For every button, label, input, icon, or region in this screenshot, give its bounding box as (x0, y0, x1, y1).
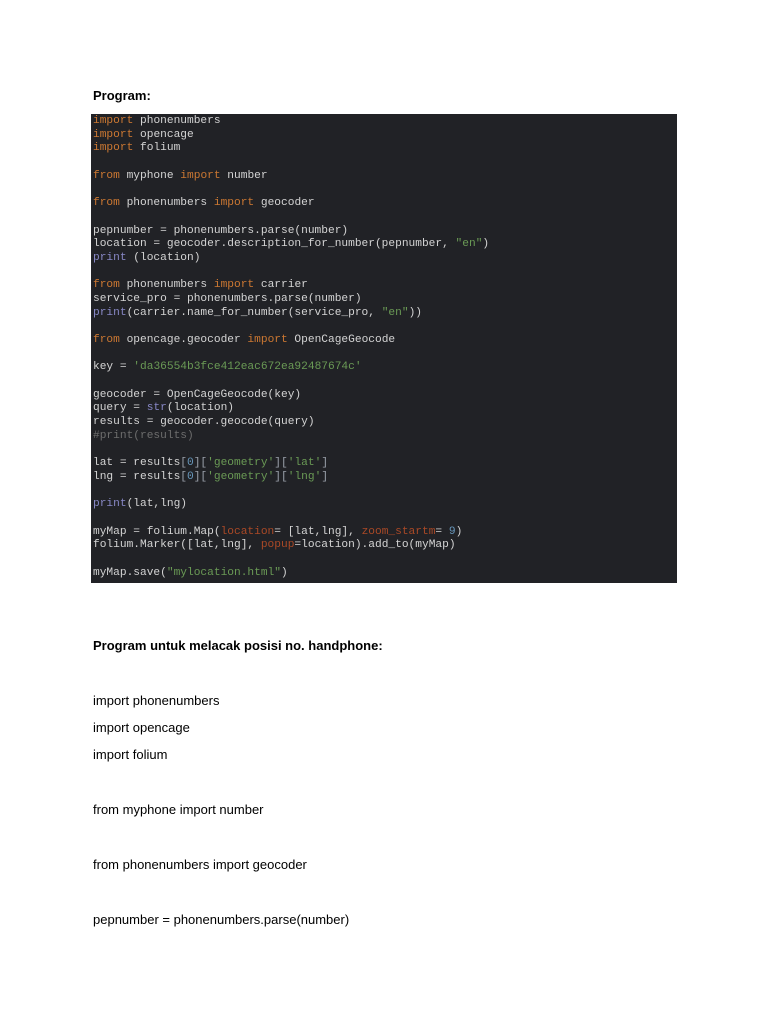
code-token-string: "en" (455, 238, 483, 251)
code-token-keyword: import (93, 128, 134, 141)
code-token-keyword: import (247, 334, 288, 346)
code-token-plain: carrier (254, 279, 308, 292)
code-token-plain: )) (408, 306, 422, 319)
code-token-plain: folium.Marker([lat,lng], (93, 539, 261, 552)
code-line (93, 457, 677, 471)
code-line (93, 539, 677, 553)
code-line (93, 416, 677, 430)
code-token-bracket: ][ (274, 457, 288, 470)
code-line (93, 485, 677, 499)
code-token-builtin: print (93, 251, 127, 264)
code-line (93, 430, 677, 444)
code-token-comment: #print(results) (93, 429, 194, 442)
code-token-bracket: [ (180, 470, 187, 483)
code-line (93, 402, 677, 416)
code-line (93, 389, 677, 403)
code-token-string: 'lat' (287, 457, 322, 470)
code-line (93, 498, 677, 512)
code-token-plain: number (220, 169, 268, 182)
code-token-plain: ) (482, 238, 490, 251)
code-token-string: "mylocation.html" (166, 566, 281, 579)
code-token-bracket: ] (321, 457, 329, 470)
code-token-bracket: ][ (193, 470, 208, 483)
code-line (93, 170, 677, 184)
code-line (93, 115, 677, 129)
code-token-plain: ) (281, 566, 288, 579)
code-line (93, 293, 677, 307)
plain-code-line: import phonenumbers (93, 693, 220, 708)
code-token-plain: myMap.save( (93, 566, 167, 579)
code-token-builtin: print (93, 498, 127, 511)
code-line (93, 471, 677, 485)
code-token-plain: (carrier.name_for_number(service_pro, (126, 306, 382, 319)
code-token-string: 'lng' (287, 470, 322, 483)
code-token-string: "en" (381, 306, 409, 319)
code-line (93, 375, 677, 389)
code-line (93, 361, 677, 375)
code-token-keyword: import (213, 197, 255, 210)
program-heading: Program: (93, 88, 151, 103)
code-token-plain: lat = results (93, 457, 181, 470)
code-line (93, 444, 677, 458)
code-line (93, 320, 677, 334)
plain-code-line: import folium (93, 747, 168, 762)
code-token-plain: folium (133, 142, 181, 155)
tracker-heading: Program untuk melacak posisi no. handphone: (93, 638, 383, 653)
code-token-plain: = (435, 525, 449, 538)
code-token-plain: geocoder = OpenCageGeocode(key) (93, 388, 302, 401)
code-token-param: location (220, 525, 275, 538)
code-token-keyword: from (93, 279, 120, 292)
code-token-number: 9 (448, 525, 456, 538)
code-line (93, 156, 677, 170)
code-line (93, 238, 677, 252)
code-token-plain: phonenumbers (119, 279, 214, 292)
code-token-plain: pepnumber = phonenumbers.parse(number) (93, 224, 349, 237)
code-token-keyword: import (180, 169, 221, 182)
code-line (93, 129, 677, 143)
code-line (93, 142, 677, 156)
code-line (93, 334, 677, 348)
code-token-param: popup (260, 539, 295, 552)
code-token-plain: opencage.geocoder (119, 334, 248, 346)
code-token-plain: phonenumbers (119, 197, 214, 210)
code-token-plain: location = geocoder.description_for_number(pepnumber, (93, 238, 456, 251)
code-token-plain: (location) (126, 251, 201, 264)
plain-code-line: import opencage (93, 720, 190, 735)
code-token-plain: =location).add_to(myMap) (294, 539, 456, 552)
code-token-bracket: [ (180, 457, 187, 470)
code-token-plain: OpenCageGeocode (287, 334, 396, 346)
code-line (93, 567, 677, 581)
code-token-bracket: ][ (193, 457, 208, 470)
code-token-plain: myMap = folium.Map( (93, 525, 221, 538)
code-token-plain: results = geocoder.geocode(query) (93, 416, 315, 429)
code-token-keyword: import (93, 142, 134, 155)
code-line (93, 225, 677, 239)
code-line (93, 526, 677, 540)
code-line (93, 183, 677, 197)
code-token-builtin: str (146, 402, 167, 415)
code-token-keyword: import (93, 115, 134, 127)
code-token-number: 0 (187, 470, 194, 483)
code-token-plain: ) (455, 525, 463, 538)
code-token-param: zoom_startm (361, 525, 436, 538)
code-line (93, 266, 677, 280)
code-line (93, 553, 677, 567)
code-token-keyword: from (93, 169, 120, 182)
code-token-plain: myphone (119, 169, 181, 182)
code-token-keyword: import (213, 279, 255, 292)
code-line (93, 348, 677, 362)
code-token-string: 'geometry' (207, 457, 275, 470)
code-token-string: 'da36554b3fce412eac672ea92487674c' (133, 361, 362, 374)
code-line (93, 279, 677, 293)
code-token-plain: = [lat,lng], (274, 525, 362, 538)
code-token-plain: geocoder (254, 197, 315, 210)
code-token-plain: opencage (133, 128, 194, 141)
code-token-plain: service_pro = phonenumbers.parse(number) (93, 292, 362, 305)
plain-code-line: from phonenumbers import geocoder (93, 857, 307, 872)
plain-code-line: pepnumber = phonenumbers.parse(number) (93, 912, 350, 927)
code-token-string: 'geometry' (207, 470, 275, 483)
code-token-keyword: from (93, 197, 120, 210)
code-token-bracket: ] (321, 470, 329, 483)
code-token-keyword: from (93, 334, 120, 346)
code-block (91, 114, 677, 583)
code-token-bracket: ][ (274, 470, 288, 483)
code-token-plain: (lat,lng) (126, 498, 188, 511)
code-token-plain: lng = results (93, 470, 181, 483)
code-token-plain: query = (93, 402, 147, 415)
code-line (93, 211, 677, 225)
code-token-builtin: print (93, 306, 127, 319)
code-token-plain: (location) (166, 402, 235, 415)
code-line (93, 252, 677, 266)
code-line (93, 512, 677, 526)
code-token-plain: key = (93, 361, 134, 374)
code-token-number: 0 (187, 457, 194, 470)
code-line (93, 197, 677, 211)
code-token-plain: phonenumbers (133, 115, 221, 127)
code-line (93, 307, 677, 321)
plain-code-line: from myphone import number (93, 802, 264, 817)
